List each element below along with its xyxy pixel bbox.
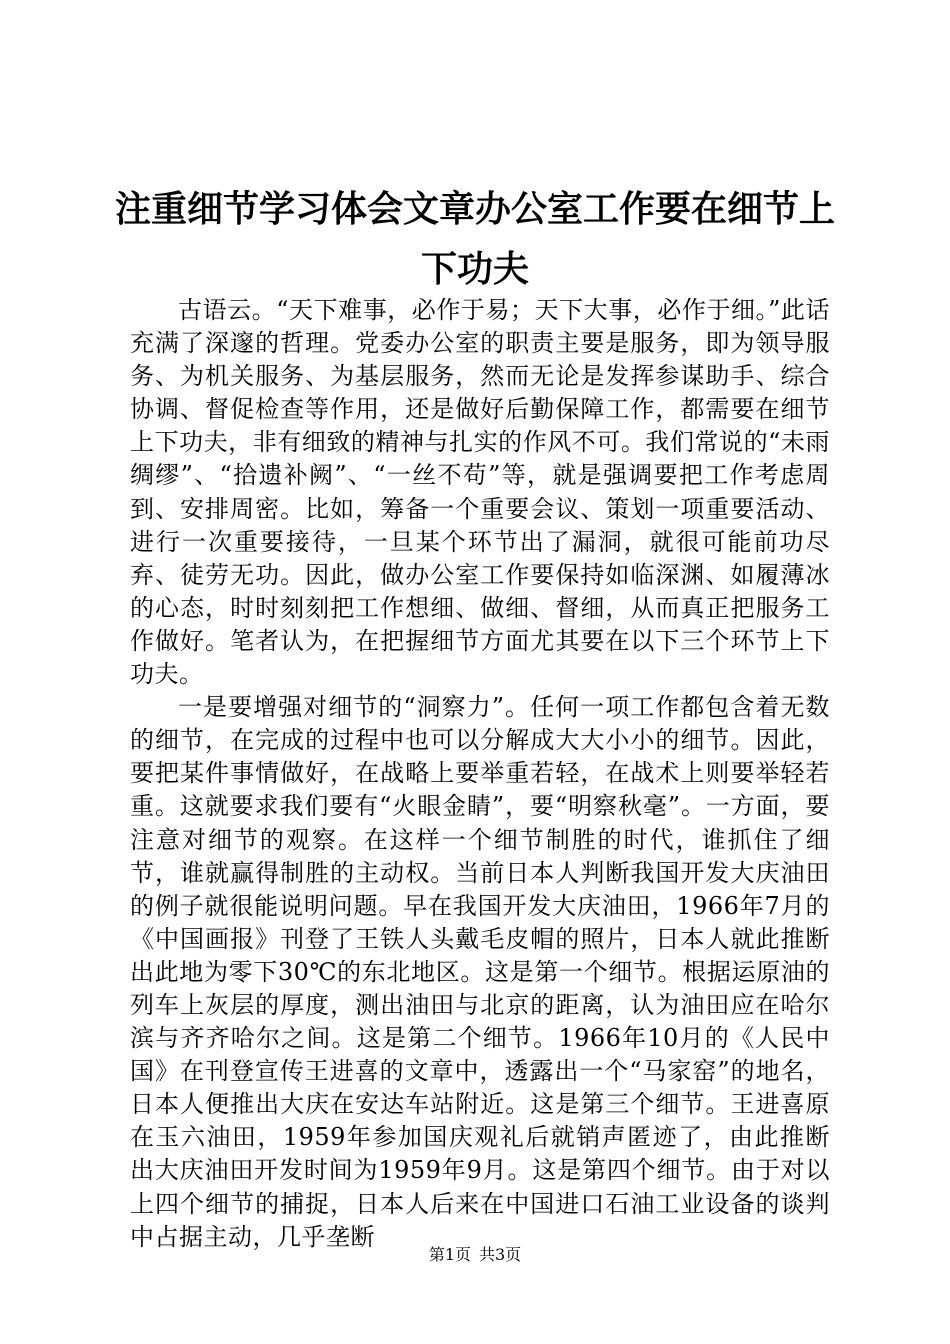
paragraph: 古语云。“天下难事，必作于易；天下大事，必作于细。”此话充满了深邃的哲理。党委办公室的职责主要是服务，即为领导服务、为机关服务、为基层服务，然而无论是发挥参谋助手、综合协调、督促检查等作用，还是做好后勤保障工作，都需要在细节上下功夫，非有细致的精神与扎实的作风不可。我们常说的“未雨绸缪”、“拾遗补阙”、“一丝不苟”等，就是强调要把工作考虑周到、安排周密。比如，筹备一个重要会议、策划一项重要活动、进行一次重要接待，一旦某个环节出了漏洞，就很可能前功尽弃、徒劳无功。因此，做办公室工作要保持如临深渊、如履薄冰的心态，时时刻刻把工作想细、做细、督细，从而真正把服务工作做好。笔者认为，在把握细节方面尤其要在以下三个环节上下功夫。 xyxy=(130,296,830,689)
document-body xyxy=(130,294,830,1251)
page-footer xyxy=(0,1244,950,1266)
page-number: 第1页 xyxy=(428,1245,471,1264)
page-total: 共3页 xyxy=(479,1245,522,1264)
document-title: 注重细节学习体会文章办公室工作要在细节上下功夫 xyxy=(114,189,835,290)
paragraph: 一是要增强对细节的“洞察力”。任何一项工作都包含着无数的细节，在完成的过程中也可以分解成大大小小的细节。因此，要把某件事情做好，在战略上要举重若轻，在战术上则要举轻若重。这就要求我们要有“火眼金睛”，要“明察秋毫”。一方面，要注意对细节的观察。在这样一个细节制胜的时代，谁抓住了细节，谁就赢得制胜的主动权。当前日本人判断我国开发大庆油田的例子就很能说明问题。早在我国开发大庆油田，1966年7月的《中国画报》刊登了王铁人头戴毛皮帽的照片，日本人就此推断出此地为零下30℃的东北地区。这是第一个细节。根据运原油的列车上灰层的厚度，测出油田与北京的距离，认为油田应在哈尔滨与齐齐哈尔之间。这是第二个细节。1966年10月的《人民中国》在刊登宣传王进喜的文章中，透露出一个“马家窑”的地名，日本人便推出大庆在安达车站附近。这是第三个细节。王进喜原在玉六油田，1959年参加国庆观礼后就销声匿迹了，由此推断出大庆油田开发时间为1959年9月。这是第四个细节。由于对以上四个细节的捕捉，日本人后来在中国进口石油工业设备的谈判中占据主动，几乎垄断 xyxy=(130,693,830,1251)
